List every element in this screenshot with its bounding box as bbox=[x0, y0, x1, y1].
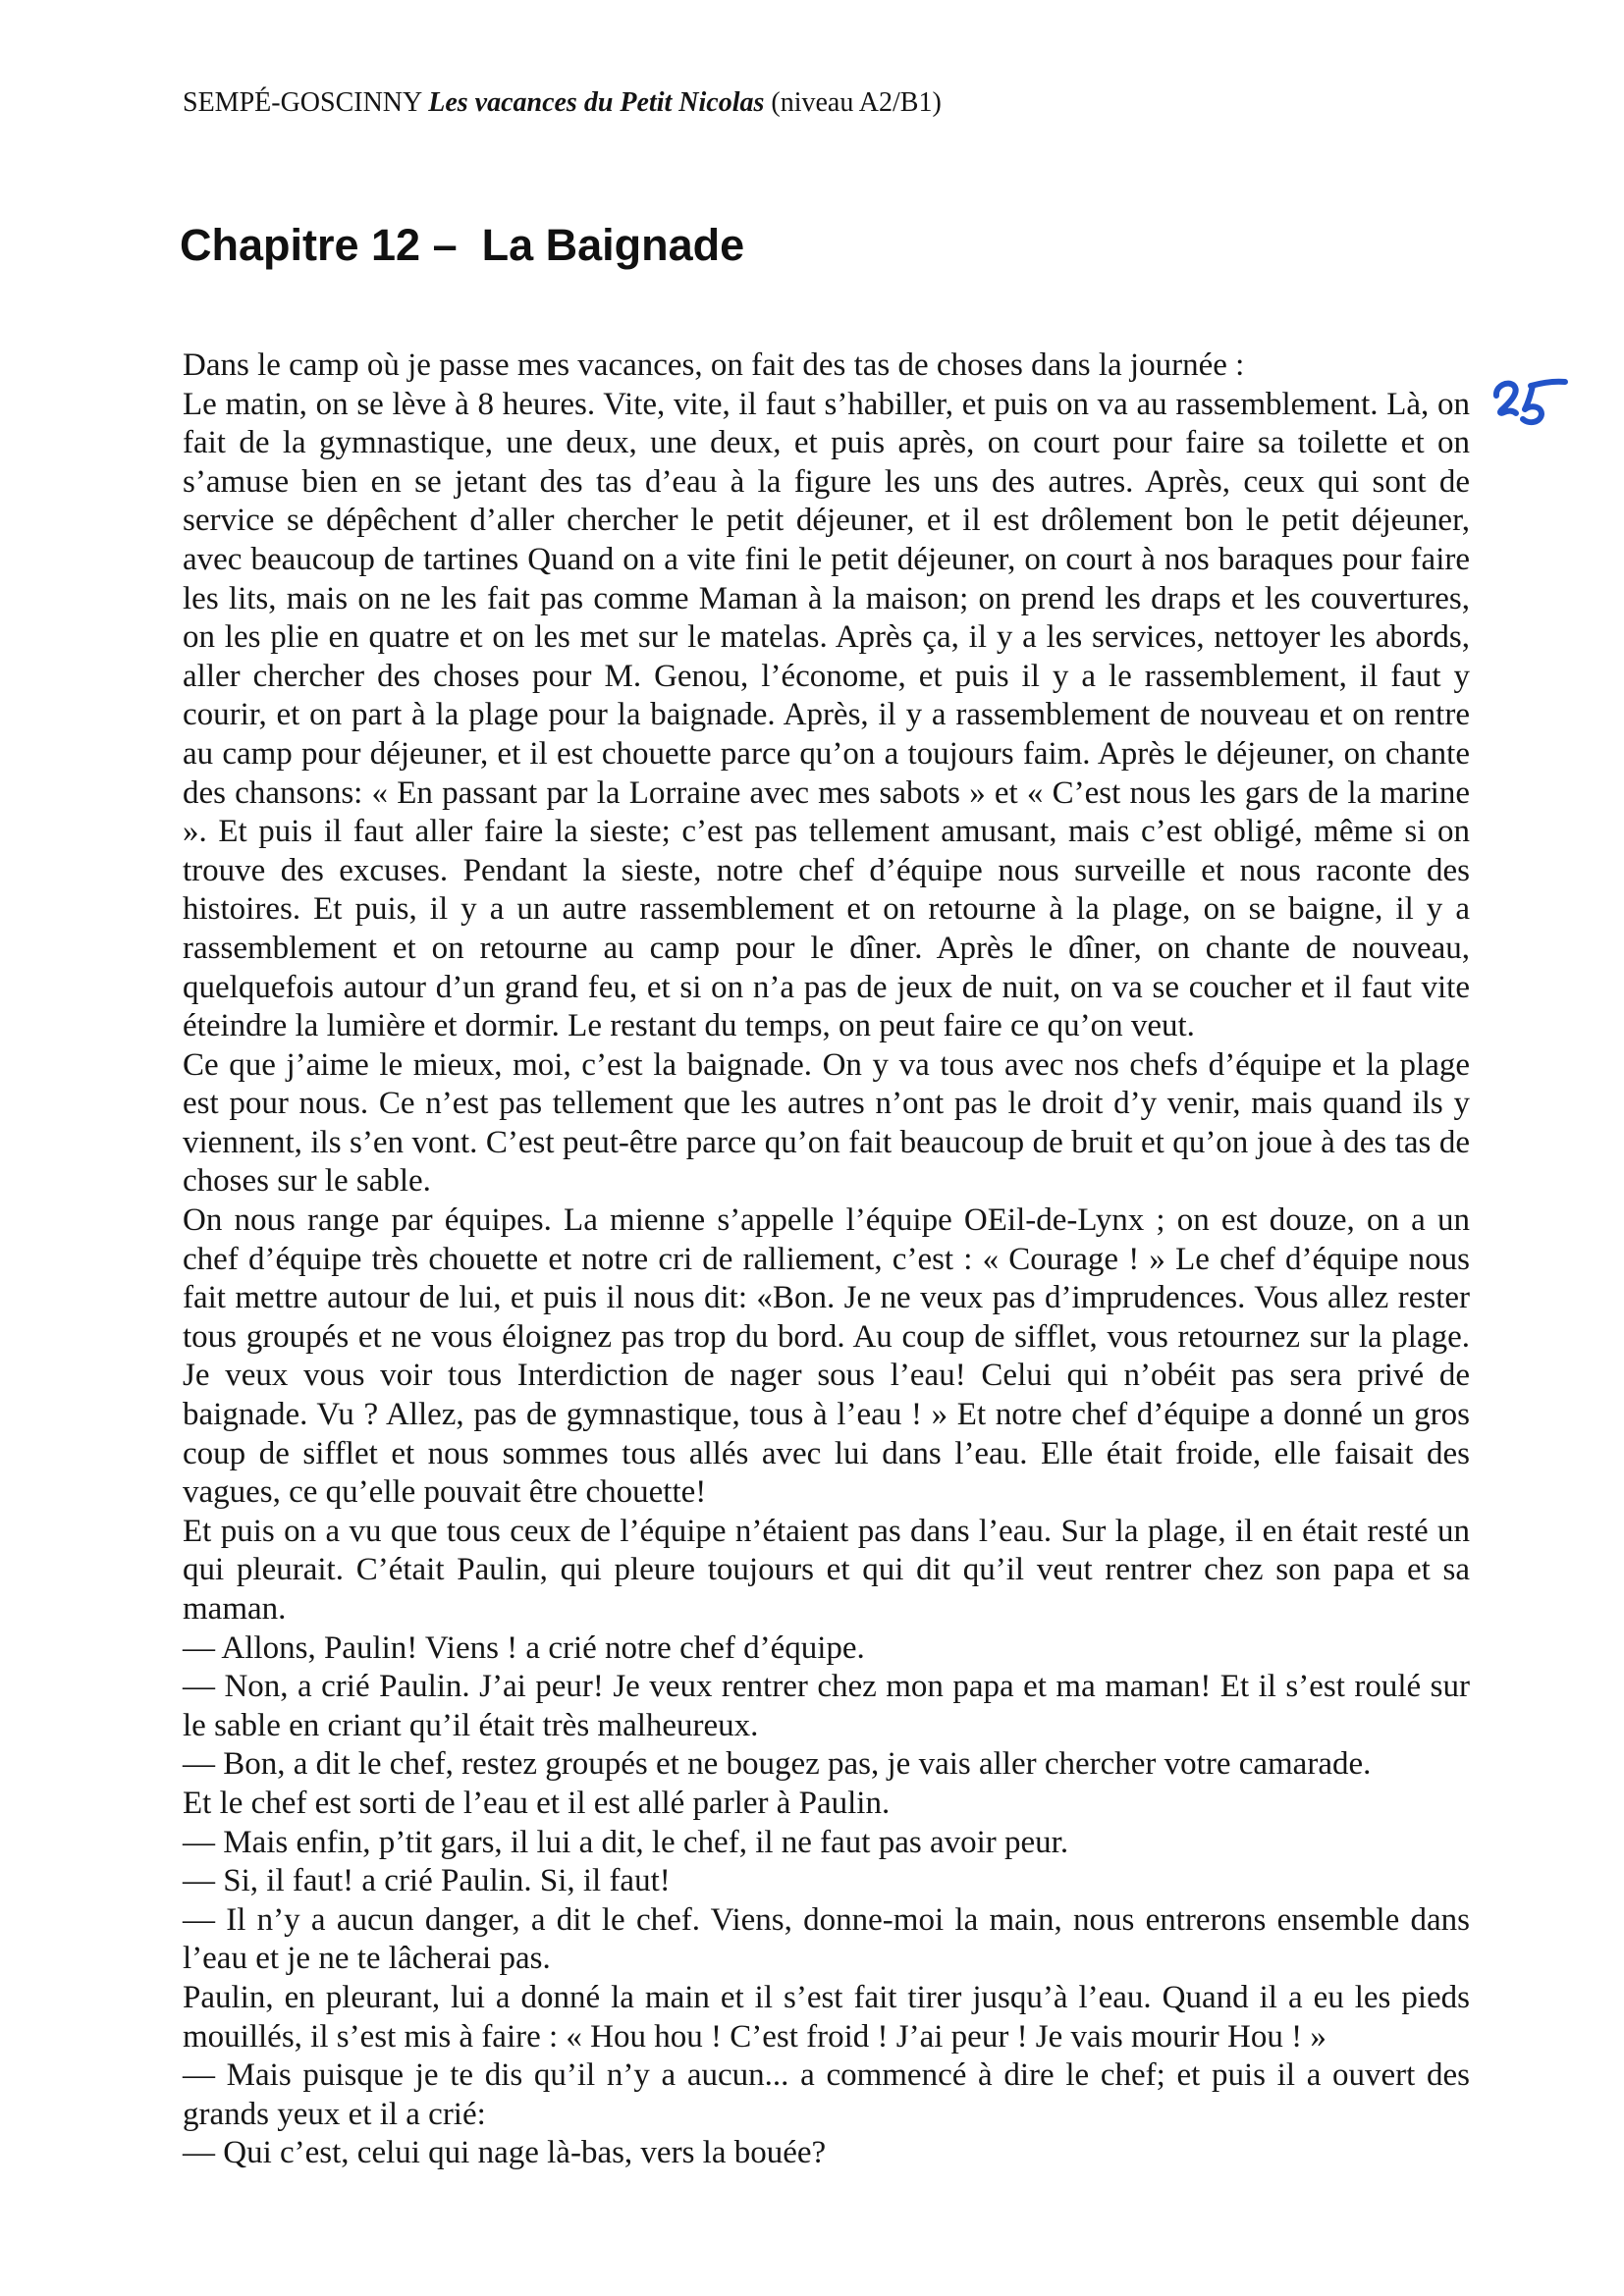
paragraph: — Il n’y a aucun danger, a dit le chef. Viens, donne-moi la main, nous entrerons ensemble dans l’eau et je ne te lâcherai pas. bbox=[183, 1901, 1470, 1977]
paragraph: — Bon, a dit le chef, restez groupés et ne bougez pas, je vais aller chercher votre camarade. bbox=[183, 1746, 1372, 1783]
paragraph: Et puis on a vu que tous ceux de l’équipe n’étaient pas dans l’eau. Sur la plage, il en était resté un qui pleurait. C’était Paulin, qui pleure toujours et qui dit qu’il veut rentrer chez son papa et sa maman. bbox=[183, 1513, 1470, 1627]
handwritten-grade-note bbox=[1489, 374, 1571, 431]
paragraph: — Mais puisque je te dis qu’il n’y a aucun... a commencé à dire le chef; et puis il a ouvert des grands yeux et il a crié: bbox=[183, 2057, 1470, 2132]
paragraph: Ce que j’aime le mieux, moi, c’est la baignade. On y va tous avec nos chefs d’équipe et la plage est pour nous. Ce n’est pas tellement que les autres n’ont pas le droit d’y venir, mais quand ils y viennent, ils s’en vont. C’est peut-être parce qu’on fait beaucoup de bruit et qu’on joue à des tas de choses sur le sable. bbox=[183, 1046, 1470, 1200]
handwritten-25-icon bbox=[1489, 374, 1571, 431]
header-level: (niveau A2/B1) bbox=[771, 87, 942, 118]
paragraph: — Si, il faut! a crié Paulin. Si, il faut! bbox=[183, 1863, 671, 1899]
paragraph: — Mais enfin, p’tit gars, il lui a dit, le chef, il ne faut pas avoir peur. bbox=[183, 1824, 1069, 1860]
paragraph: — Non, a crié Paulin. J’ai peur! Je veux rentrer chez mon papa et ma maman! Et il s’est roulé sur le sable en criant qu’il était très malheureux. bbox=[183, 1669, 1470, 1743]
header-author: SEMPÉ-GOSCINNY bbox=[183, 87, 422, 118]
header-book-title: Les vacances du Petit Nicolas bbox=[428, 87, 765, 118]
paragraph: Le matin, on se lève à 8 heures. Vite, vite, il faut s’habiller, et puis on va au rassemblement. Là, on fait de la gymnastique, une deux, une deux, et puis après, on court pour faire sa toilette et on s’amuse bien en se jetant des tas d’eau à la figure les uns des autres. Après, ceux qui sont de service se dépêchent d’aller chercher le petit déjeuner, et il est drôlement bon le petit déjeuner, avec beaucoup de tartines Quand on a vite fini le petit déjeuner, on court à nos baraques pour faire les lits, mais on ne les fait pas comme Maman à la maison; on prend les draps et les couvertures, on les plie en quatre et on les met sur le matelas. Après ça, il y a les services, nettoyer les abords, aller chercher des choses pour M. Genou, l’économe, et puis il y a le rassemblement, il faut y courir, et on part à la plage pour la baignade. Après, il y a rassemblement de nouveau et on rentre au camp pour déjeuner, et il est chouette parce qu’on a toujours faim. Après le déjeuner, on chante des chansons: « En passant par la Lorraine avec mes sabots » et « C’est nous les gars de la marine ». Et puis il faut aller faire la sieste; c’est pas tellement amusant, mais c’est obligé, même si on trouve des excuses. Pendant la sieste, notre chef d’équipe nous surveille et nous raconte des histoires. Et puis, il y a un autre rassemblement et on retourne à la plage, on se baigne, il y a rassemblement et on retourne au camp pour le dîner. Après le dîner, on chante de nouveau, quelquefois autour d’un grand feu, et si on n’a pas de jeux de nuit, on va se coucher et il faut vite éteindre la lumière et dormir. Le restant du temps, on peut faire ce qu’on veut. bbox=[183, 386, 1470, 1044]
paragraph: On nous range par équipes. La mienne s’appelle l’équipe OEil-de-Lynx ; on est douze, on a un chef d’équipe très chouette et notre cri de ralliement, c’est : « Courage ! » Le chef d’équipe nous fait mettre autour de lui, et puis il nous dit: «Bon. Je ne veux pas d’imprudences. Vous allez rester tous groupés et ne vous éloignez pas trop du bord. Au coup de sifflet, vous retournez sur la plage. Je veux vous voir tous Interdiction de nager sous l’eau! Celui qui n’obéit pas sera privé de baignade. Vu ? Allez, pas de gymnastique, tous à l’eau ! » Et notre chef d’équipe a donné un gros coup de sifflet et nous sommes tous allés avec lui dans l’eau. Elle était froide, elle faisait des vagues, ce qu’elle pouvait être chouette! bbox=[183, 1202, 1470, 1511]
paragraph: — Allons, Paulin! Viens ! a crié notre chef d’équipe. bbox=[183, 1629, 865, 1666]
paragraph: Dans le camp où je passe mes vacances, on fait des tas de choses dans la journée : bbox=[183, 347, 1245, 383]
paragraph: — Qui c’est, celui qui nage là-bas, vers la bouée? bbox=[183, 2135, 827, 2171]
body-text bbox=[183, 347, 1470, 2173]
running-header bbox=[183, 86, 942, 120]
paragraph: Et le chef est sorti de l’eau et il est allé parler à Paulin. bbox=[183, 1785, 891, 1821]
paragraph: Paulin, en pleurant, lui a donné la main et il s’est fait tirer jusqu’à l’eau. Quand il a eu les pieds mouillés, il s’est mis à faire : « Hou hou ! C’est froid ! J’ai peur ! Je vais mourir Hou ! » bbox=[183, 1979, 1470, 2055]
chapter-title: Chapitre 12 – La Baignade bbox=[180, 220, 745, 270]
